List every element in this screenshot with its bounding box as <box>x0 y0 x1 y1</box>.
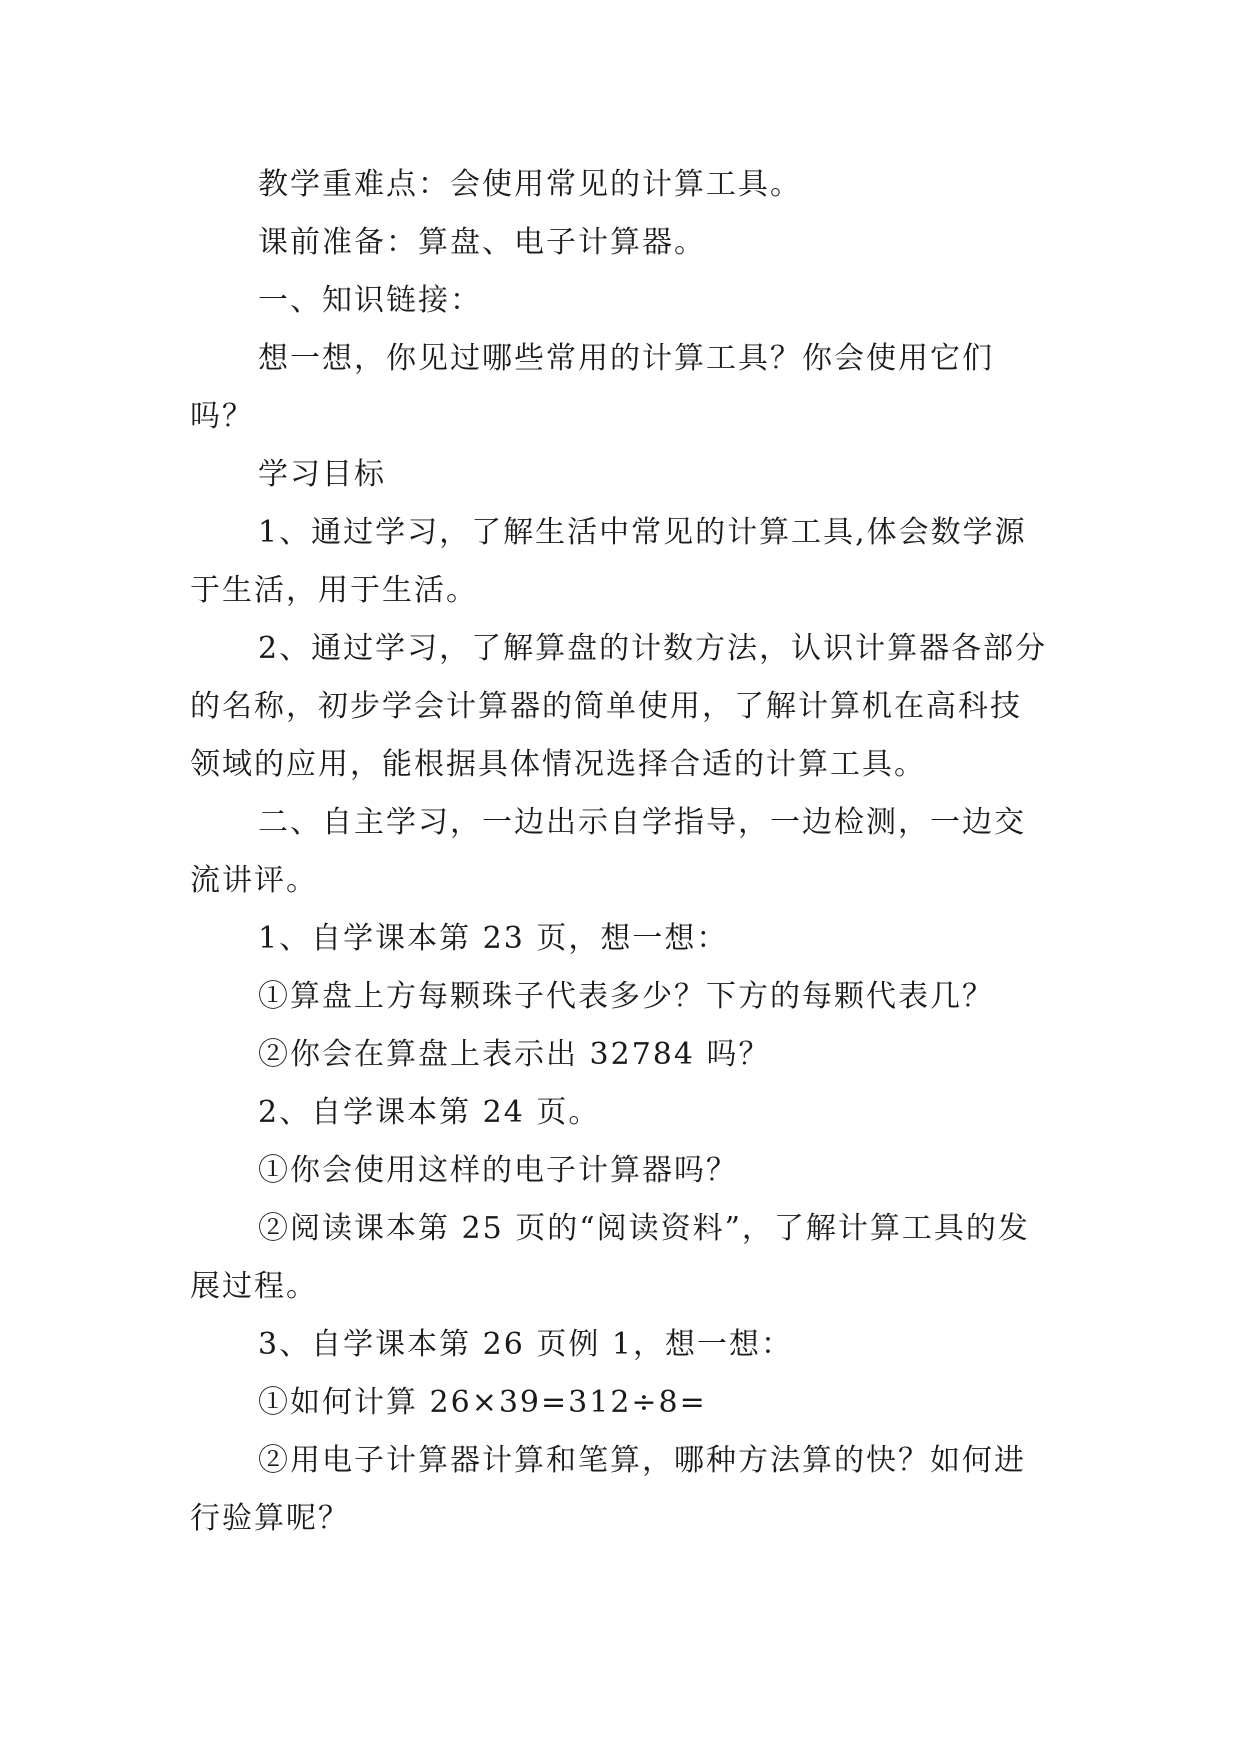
study-item-3: 3、自学课本第 26 页例 1，想一想： <box>258 1327 793 1362</box>
section-knowledge-link: 一、知识链接： <box>258 283 482 318</box>
study-subitem-3-1: ①如何计算 26×39=312÷8= <box>258 1385 707 1420</box>
paragraph-think: 想一想，你见过哪些常用的计算工具？你会使用它们吗？ <box>190 341 994 434</box>
study-subitem-1-2: ②你会在算盘上表示出 32784 吗？ <box>258 1037 771 1072</box>
goal-item-2: 2、通过学习，了解算盘的计数方法，认识计算器各部分的名称，初步学会计算器的简单使用，了解计算机在高科技领域的应用，能根据具体情况选择合适的计算工具。 <box>190 631 1048 782</box>
study-subitem-1-1: ①算盘上方每颗珠子代表多少？下方的每颗代表几？ <box>258 979 994 1014</box>
heading-key-difficulties: 教学重难点：会使用常见的计算工具。 <box>258 167 802 202</box>
study-subitem-2-1: ①你会使用这样的电子计算器吗？ <box>258 1153 738 1188</box>
goal-item-1: 1、通过学习，了解生活中常见的计算工具,体会数学源于生活，用于生活。 <box>190 515 1027 608</box>
study-subitem-2-2: ②阅读课本第 25 页的“阅读资料”，了解计算工具的发展过程。 <box>190 1211 1030 1304</box>
heading-preparation: 课前准备：算盘、电子计算器。 <box>258 225 706 260</box>
study-item-2: 2、自学课本第 24 页。 <box>258 1095 601 1130</box>
document-page <box>190 156 1052 1548</box>
study-item-1: 1、自学课本第 23 页，想一想： <box>258 921 729 956</box>
section-learning-goals: 学习目标 <box>258 457 386 492</box>
study-subitem-3-2: ②用电子计算器计算和笔算，哪种方法算的快？如何进行验算呢？ <box>190 1443 1026 1536</box>
section-self-study: 二、自主学习，一边出示自学指导，一边检测，一边交流讲评。 <box>190 805 1026 898</box>
